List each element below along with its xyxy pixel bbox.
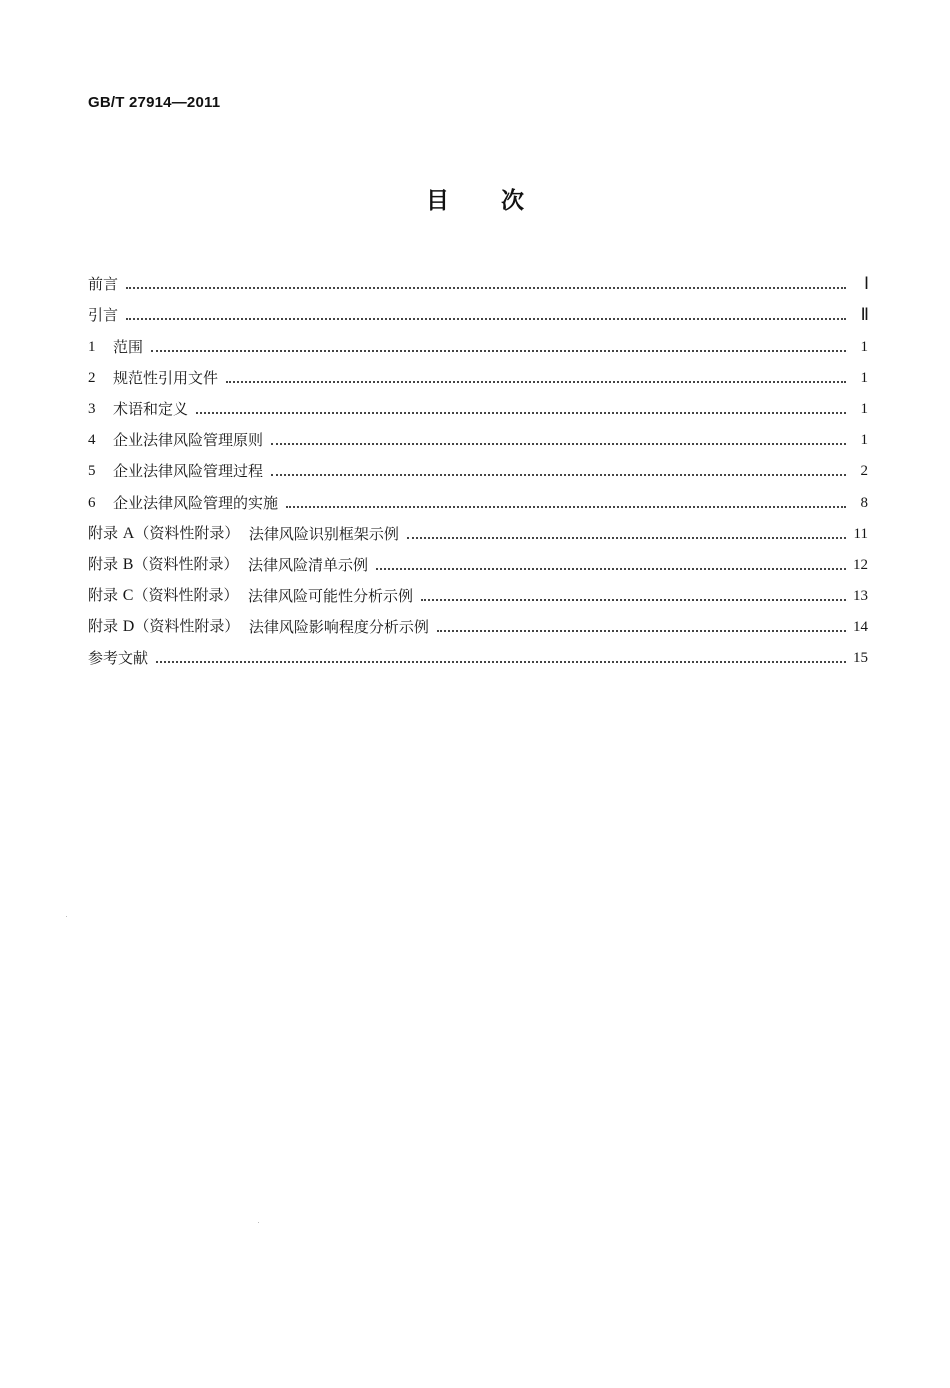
toc-entry-bibliography[interactable]	[88, 636, 868, 667]
toc-page-number: 2	[860, 463, 868, 480]
toc-entry-number: 2	[88, 369, 96, 386]
toc-dot-leader	[286, 505, 846, 508]
annex-letter: B	[122, 555, 134, 573]
toc-entry-title: 法律风险影响程度分析示例	[248, 618, 429, 637]
toc-entry-title: 引言	[88, 306, 119, 325]
toc-entry-title: 法律风险可能性分析示例	[248, 587, 414, 606]
toc-page-number: 14	[853, 619, 868, 636]
annex-type: （资料性附录）	[134, 617, 249, 636]
toc-page-number: 15	[853, 650, 868, 667]
toc-entry-number: 4	[88, 432, 96, 449]
toc-page-number: 8	[860, 494, 868, 511]
toc-page-number: 1	[860, 400, 868, 417]
annex-letter: D	[122, 618, 135, 636]
toc-entry-number: 6	[88, 494, 96, 511]
toc-page-number: 13	[853, 588, 868, 605]
toc-dot-leader	[226, 380, 846, 383]
toc-annex-prefix	[88, 524, 249, 543]
toc-page-number: 1	[860, 369, 868, 386]
scan-speck	[258, 1222, 259, 1223]
annex-word: 附录	[88, 586, 119, 605]
toc-entry-foreword[interactable]	[88, 262, 868, 293]
toc-dot-leader	[126, 286, 846, 289]
toc-dot-leader	[196, 411, 846, 414]
toc-annex-prefix	[88, 555, 248, 574]
toc-annex-prefix	[88, 586, 248, 605]
annex-type: （资料性附录）	[134, 523, 249, 542]
annex-word: 附录	[88, 523, 119, 542]
toc-entry-title: 前言	[88, 275, 119, 294]
toc-page-number: 1	[860, 432, 868, 449]
toc-dot-leader	[437, 629, 846, 632]
toc-page-number: 12	[853, 556, 868, 573]
toc-entry-clause-1[interactable]	[88, 324, 868, 355]
toc-entry-clause-3[interactable]	[88, 387, 868, 418]
annex-type: （资料性附录）	[133, 554, 249, 573]
toc-entry-annex-b[interactable]	[88, 543, 868, 574]
toc-annex-prefix	[88, 617, 249, 636]
toc-entry-number: 3	[88, 400, 96, 417]
toc-dot-leader	[407, 536, 846, 539]
toc-entry-clause-2[interactable]	[88, 356, 868, 387]
annex-letter: C	[122, 587, 134, 605]
toc-entry-title: 法律风险清单示例	[248, 555, 369, 574]
toc-entry-annex-c[interactable]	[88, 574, 868, 605]
toc-entry-number: 5	[88, 463, 96, 480]
annex-type: （资料性附录）	[133, 586, 249, 605]
toc-dot-leader	[421, 598, 846, 601]
toc-dot-leader	[151, 349, 846, 352]
toc-dot-leader	[376, 567, 846, 570]
annex-word: 附录	[88, 554, 119, 573]
page-title: 目次	[426, 188, 576, 214]
toc-entry-clause-4[interactable]	[88, 418, 868, 449]
toc-page-number: 11	[853, 525, 868, 542]
toc-page-number: Ⅰ	[863, 274, 868, 294]
annex-word: 附录	[88, 617, 119, 636]
toc-entry-title: 企业法律风险管理过程	[113, 462, 264, 481]
toc-entry-clause-5[interactable]	[88, 449, 868, 480]
toc-entry-title: 术语和定义	[113, 399, 189, 418]
table-of-contents	[88, 262, 868, 667]
toc-entry-title: 规范性引用文件	[113, 368, 219, 387]
toc-entry-annex-d[interactable]	[88, 605, 868, 636]
toc-entry-annex-a[interactable]	[88, 512, 868, 543]
toc-page-number: 1	[860, 338, 868, 355]
toc-dot-leader	[156, 660, 846, 663]
toc-entry-clause-6[interactable]	[88, 480, 868, 511]
toc-entry-introduction[interactable]	[88, 293, 868, 324]
toc-entry-number: 1	[88, 338, 96, 355]
toc-entry-title: 法律风险识别框架示例	[248, 524, 399, 543]
toc-dot-leader	[126, 317, 846, 320]
toc-entry-title: 参考文献	[88, 649, 149, 668]
scan-speck	[66, 916, 67, 917]
toc-entry-title: 范围	[113, 337, 144, 356]
toc-dot-leader	[271, 442, 846, 445]
toc-dot-leader	[271, 473, 846, 476]
toc-page-number: Ⅱ	[860, 305, 868, 325]
standard-code-header: GB/T 27914—2011	[88, 94, 221, 111]
annex-letter: A	[122, 524, 135, 542]
toc-entry-title: 企业法律风险管理的实施	[113, 493, 279, 512]
toc-entry-title: 企业法律风险管理原则	[113, 431, 264, 450]
